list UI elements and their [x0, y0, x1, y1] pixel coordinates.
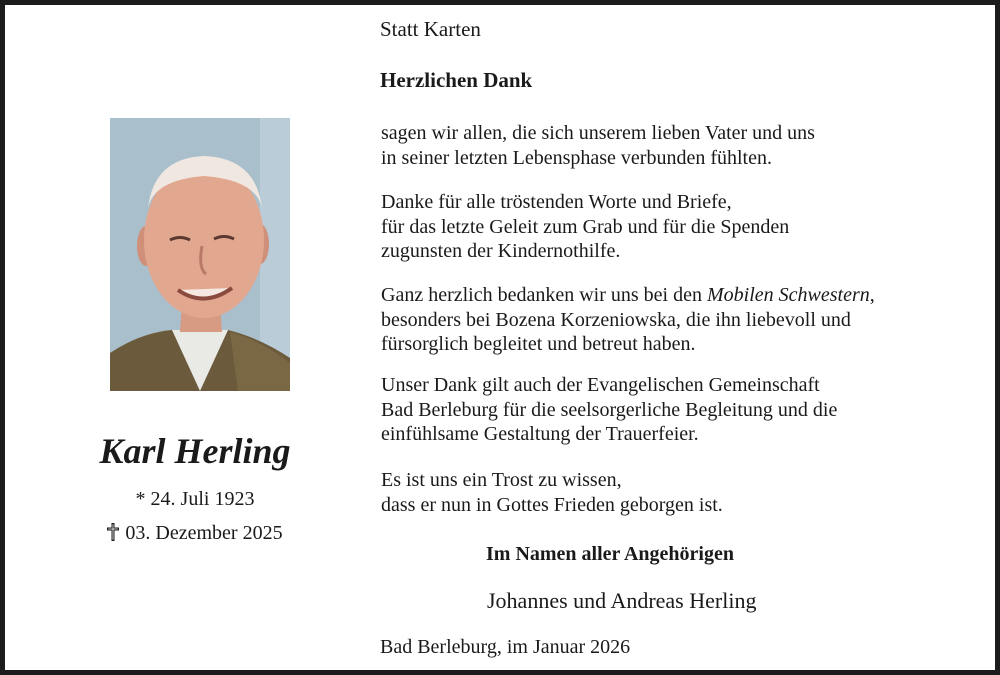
- text-line: dass er nun in Gottes Frieden geborgen ist.: [381, 493, 723, 516]
- text-line: Bad Berleburg für die seelsorgerliche Begleitung und die: [381, 398, 838, 421]
- paragraph-words: [381, 190, 789, 264]
- paragraph-thanks: [381, 121, 815, 170]
- text-line: sagen wir allen, die sich unserem lieben Vater und uns: [381, 122, 815, 144]
- text-line: fürsorglich begleitet und betreut haben.: [381, 333, 696, 355]
- birth-date: * 24. Juli 1923: [135, 488, 255, 510]
- death-date: 03. Dezember 2025: [125, 522, 283, 544]
- notice-header: Statt Karten: [380, 17, 481, 41]
- on-behalf-line: Im Namen aller Angehörigen: [486, 543, 734, 565]
- text-line: besonders bei Bozena Korzeniowska, die ihn liebevoll und: [381, 308, 851, 331]
- text-line: einfühlsame Gestaltung der Trauerfeier.: [381, 423, 699, 445]
- text-line: [381, 283, 875, 308]
- notice-title: Herzlichen Dank: [380, 68, 533, 92]
- portrait-photo: [110, 118, 290, 391]
- signatories: Johannes und Andreas Herling: [487, 588, 757, 613]
- text-line: in seiner letzten Lebensphase verbunden fühlten.: [381, 146, 772, 169]
- paragraph-community: [381, 373, 837, 447]
- text-suffix: ,: [869, 284, 875, 306]
- text-line: Unser Dank gilt auch der Evangelischen Gemeinschaft: [381, 374, 820, 396]
- text-line: für das letzte Geleit zum Grab und für die Spenden: [381, 215, 790, 238]
- text-line: Danke für alle tröstenden Worte und Briefe,: [381, 191, 732, 213]
- text-prefix: Ganz herzlich bedanken wir uns bei den: [381, 284, 707, 306]
- place-date: Bad Berleburg, im Januar 2026: [380, 636, 631, 658]
- paragraph-comfort: [381, 468, 723, 517]
- text-line: zugunsten der Kindernothilfe.: [381, 240, 621, 262]
- paragraph-nurses: [381, 283, 875, 357]
- emphasis-text: Mobilen Schwestern: [707, 284, 870, 306]
- text-line: Es ist uns ein Trost zu wissen,: [381, 469, 622, 491]
- deceased-name: Karl Herling: [99, 431, 291, 471]
- death-date-row: [60, 522, 330, 547]
- cross-icon: [107, 523, 119, 547]
